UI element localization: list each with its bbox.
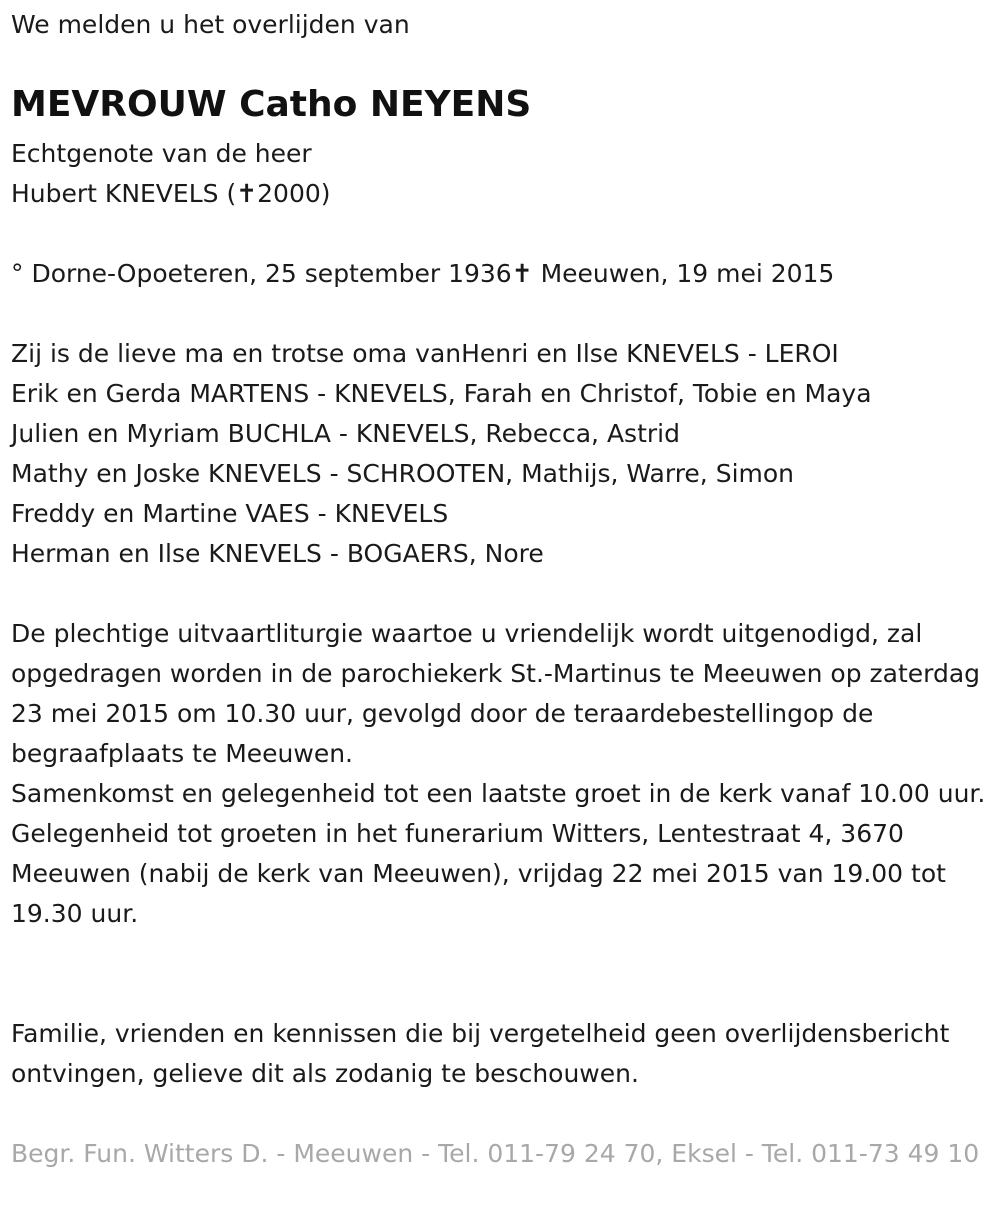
family-line: Julien en Myriam BUCHLA - KNEVELS, Rebecca, Astrid	[11, 419, 680, 448]
family-line: Freddy en Martine VAES - KNEVELS	[11, 499, 449, 528]
spouse-line-2: Hubert KNEVELS (✝2000)	[11, 179, 331, 208]
closing-block	[11, 1014, 990, 1094]
birth-death-dates: ° Dorne-Opoeteren, 25 september 1936✝ Meeuwen, 19 mei 2015	[11, 259, 835, 288]
closing-paragraph: Familie, vrienden en kennissen die bij vergetelheid geen overlijdensbericht ontvingen, gelieve dit als zodanig te beschouwen.	[11, 1019, 950, 1088]
gathering-paragraph: Samenkomst en gelegenheid tot een laatste groet in de kerk vanaf 10.00 uur.	[11, 779, 986, 808]
family-line: Erik en Gerda MARTENS - KNEVELS, Farah en Christof, Tobie en Maya	[11, 379, 872, 408]
funeral-home-footer	[11, 1134, 990, 1174]
deceased-name: MEVROUW Catho NEYENS	[11, 84, 532, 125]
intro-text: We melden u het overlijden van	[11, 10, 410, 39]
spouse-block	[11, 134, 990, 214]
family-line: Herman en Ilse KNEVELS - BOGAERS, Nore	[11, 539, 544, 568]
ceremony-block	[11, 614, 990, 934]
family-line: Zij is de lieve ma en trotse oma vanHenri en Ilse KNEVELS - LEROI	[11, 339, 839, 368]
footer-text: Begr. Fun. Witters D. - Meeuwen - Tel. 011-79 24 70, Eksel - Tel. 011-73 49 10	[11, 1139, 980, 1168]
spouse-line-1: Echtgenote van de heer	[11, 139, 312, 168]
birth-death-block	[11, 254, 990, 294]
funerarium-paragraph: Gelegenheid tot groeten in het funerarium Witters, Lentestraat 4, 3670 Meeuwen (nabij de kerk van Meeuwen), vrijdag 22 mei 2015 van 19.00 tot 19.30 uur.	[11, 819, 946, 928]
family-block	[11, 334, 990, 574]
liturgy-paragraph: De plechtige uitvaartliturgie waartoe u vriendelijk wordt uitgenodigd, zal opgedragen worden in de parochiekerk St.-Martinus te Meeuwen op zaterdag 23 mei 2015 om 10.30 uur, gevolgd door de teraardebestellingop de begraafplaats te Meeuwen.	[11, 619, 981, 768]
family-line: Mathy en Joske KNEVELS - SCHROOTEN, Mathijs, Warre, Simon	[11, 459, 795, 488]
